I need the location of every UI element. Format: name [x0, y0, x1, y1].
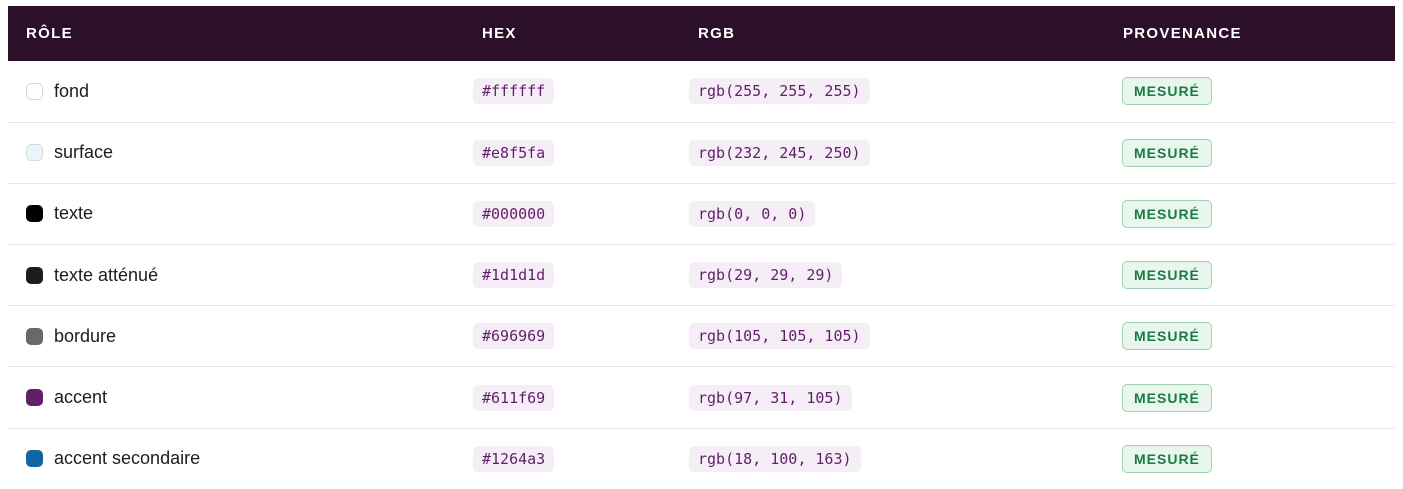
- rgb-cell: [676, 183, 1104, 244]
- rgb-code: rgb(232, 245, 250): [689, 140, 870, 166]
- rgb-code: rgb(255, 255, 255): [689, 78, 870, 104]
- provenance-badge: MESURÉ: [1122, 200, 1212, 228]
- color-swatch: [26, 205, 43, 222]
- role-label: fond: [54, 80, 90, 101]
- rgb-code: rgb(97, 31, 105): [689, 385, 852, 411]
- role-label: bordure: [54, 325, 117, 346]
- role-cell: [8, 367, 460, 428]
- role-label: texte: [54, 203, 94, 224]
- provenance-badge: MESURÉ: [1122, 139, 1212, 167]
- role-wrapper: [26, 142, 460, 163]
- rgb-cell: [676, 122, 1104, 183]
- role-label: accent: [54, 387, 108, 408]
- color-swatch: [26, 267, 43, 284]
- rgb-code: rgb(105, 105, 105): [689, 323, 870, 349]
- table-row: [8, 245, 1395, 306]
- role-cell: [8, 306, 460, 367]
- rgb-cell: [676, 306, 1104, 367]
- rgb-cell: [676, 61, 1104, 122]
- rgb-cell: [676, 428, 1104, 489]
- table-row: [8, 122, 1395, 183]
- hex-code: #1264a3: [473, 446, 554, 472]
- table-row: [8, 183, 1395, 244]
- column-header-rgb: RGB: [698, 25, 736, 42]
- role-wrapper: [26, 448, 460, 469]
- role-label: surface: [54, 142, 114, 163]
- hex-cell: [460, 428, 676, 489]
- role-cell: [8, 122, 460, 183]
- hex-cell: [460, 61, 676, 122]
- rgb-code: rgb(29, 29, 29): [689, 262, 842, 288]
- provenance-badge: MESURÉ: [1122, 322, 1212, 350]
- provenance-badge: MESURÉ: [1122, 445, 1212, 473]
- provenance-badge: MESURÉ: [1122, 261, 1212, 289]
- hex-cell: [460, 183, 676, 244]
- color-swatch: [26, 144, 43, 161]
- table-row: [8, 428, 1395, 489]
- table-row: [8, 367, 1395, 428]
- role-label: accent secondaire: [54, 448, 201, 469]
- provenance-cell: [1104, 183, 1395, 244]
- role-cell: [8, 183, 460, 244]
- hex-code: #1d1d1d: [473, 262, 554, 288]
- color-palette-table-container: [8, 6, 1395, 489]
- column-header-provenance: PROVENANCE: [1123, 25, 1242, 42]
- role-cell: [8, 245, 460, 306]
- rgb-cell: [676, 245, 1104, 306]
- role-cell: [8, 428, 460, 489]
- provenance-cell: [1104, 61, 1395, 122]
- hex-code: #e8f5fa: [473, 140, 554, 166]
- provenance-cell: [1104, 245, 1395, 306]
- provenance-badge: MESURÉ: [1122, 77, 1212, 105]
- hex-code: #ffffff: [473, 78, 554, 104]
- column-header-hex: HEX: [482, 25, 517, 42]
- color-swatch: [26, 328, 43, 345]
- table-row: [8, 61, 1395, 122]
- role-wrapper: [26, 387, 460, 408]
- provenance-badge: MESURÉ: [1122, 384, 1212, 412]
- hex-cell: [460, 122, 676, 183]
- hex-code: #696969: [473, 323, 554, 349]
- hex-cell: [460, 367, 676, 428]
- table-body: [8, 61, 1395, 489]
- table-row: [8, 306, 1395, 367]
- hex-cell: [460, 245, 676, 306]
- column-header-role: RÔLE: [26, 25, 73, 42]
- provenance-cell: [1104, 428, 1395, 489]
- rgb-code: rgb(0, 0, 0): [689, 201, 815, 227]
- hex-code: #000000: [473, 201, 554, 227]
- color-swatch: [26, 450, 43, 467]
- color-swatch: [26, 389, 43, 406]
- color-palette-table: [8, 6, 1395, 489]
- provenance-cell: [1104, 367, 1395, 428]
- role-wrapper: [26, 265, 460, 286]
- rgb-cell: [676, 367, 1104, 428]
- hex-code: #611f69: [473, 385, 554, 411]
- provenance-cell: [1104, 306, 1395, 367]
- rgb-code: rgb(18, 100, 163): [689, 446, 861, 472]
- role-label: texte atténué: [54, 264, 159, 285]
- table-header: [8, 6, 1395, 61]
- role-cell: [8, 61, 460, 122]
- role-wrapper: [26, 326, 460, 347]
- role-wrapper: [26, 81, 460, 102]
- role-wrapper: [26, 203, 460, 224]
- color-swatch: [26, 83, 43, 100]
- hex-cell: [460, 306, 676, 367]
- header-row: [8, 6, 1395, 61]
- provenance-cell: [1104, 122, 1395, 183]
